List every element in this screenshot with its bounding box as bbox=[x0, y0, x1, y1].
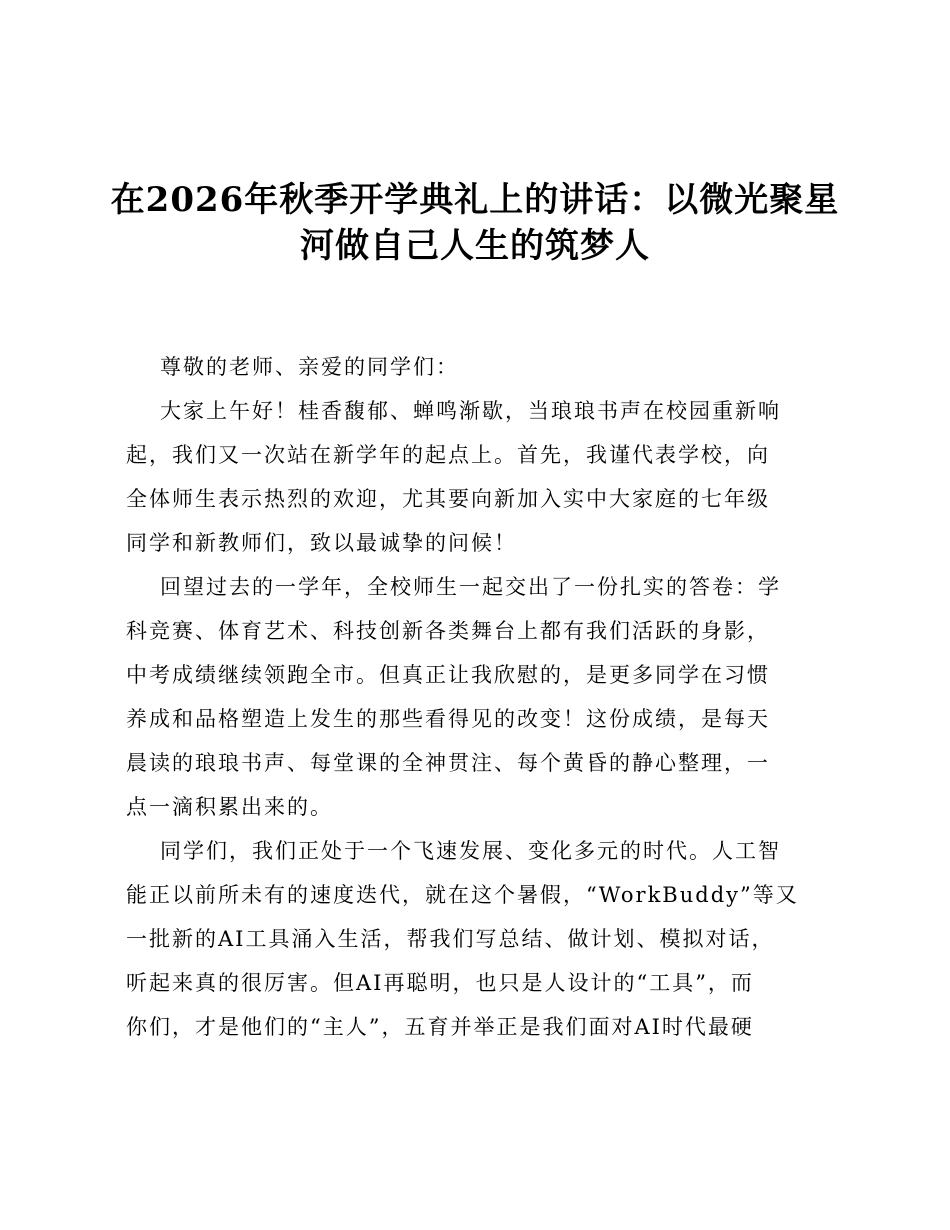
paragraph-1-line-3: 全体师生表示热烈的欢迎，尤其要向新加入实中大家庭的七年级 bbox=[126, 487, 770, 511]
paragraph-2-line-5: 晨读的琅琅书声、每堂课的全神贯注、每个黄昏的静心整理，一 bbox=[126, 751, 770, 775]
paragraph-2-line-2: 科竞赛、体育艺术、科技创新各类舞台上都有我们活跃的身影， bbox=[126, 619, 770, 643]
paragraph-2-line-3: 中考成绩继续领跑全市。但真正让我欣慰的，是更多同学在习惯 bbox=[126, 663, 770, 687]
paragraph-1-line-1: 大家上午好！桂香馥郁、蝉鸣渐歇，当琅琅书声在校园重新响 bbox=[160, 399, 781, 423]
paragraph-3-line-5: 你们，才是他们的“主人”，五育并举正是我们面对AI时代最硬 bbox=[126, 1015, 754, 1039]
paragraph-3-line-3: 一批新的AI工具涌入生活，帮我们写总结、做计划、模拟对话， bbox=[126, 927, 775, 951]
salutation: 尊敬的老师、亲爱的同学们： bbox=[160, 355, 459, 379]
paragraph-3-line-2: 能正以前所未有的速度迭代，就在这个暑假，“WorkBuddy”等又 bbox=[126, 883, 799, 907]
paragraph-2-line-6: 点一滴积累出来的。 bbox=[126, 795, 333, 819]
paragraph-2-line-1: 回望过去的一学年，全校师生一起交出了一份扎实的答卷：学 bbox=[160, 575, 781, 599]
paragraph-3-line-4: 听起来真的很厉害。但AI再聪明，也只是人设计的“工具”，而 bbox=[126, 971, 754, 995]
paragraph-1-line-4: 同学和新教师们，致以最诚挚的问候！ bbox=[126, 531, 517, 555]
paragraph-2-line-4: 养成和品格塑造上发生的那些看得见的改变！这份成绩，是每天 bbox=[126, 707, 770, 731]
document-title-line-1: 在2026年秋季开学典礼上的讲话：以微光聚星 bbox=[110, 180, 840, 220]
document-title-line-2: 河做自己人生的筑梦人 bbox=[300, 226, 650, 266]
paragraph-1-line-2: 起，我们又一次站在新学年的起点上。首先，我谨代表学校，向 bbox=[126, 443, 770, 467]
paragraph-3-line-1: 同学们，我们正处于一个飞速发展、变化多元的时代。人工智 bbox=[160, 839, 781, 863]
